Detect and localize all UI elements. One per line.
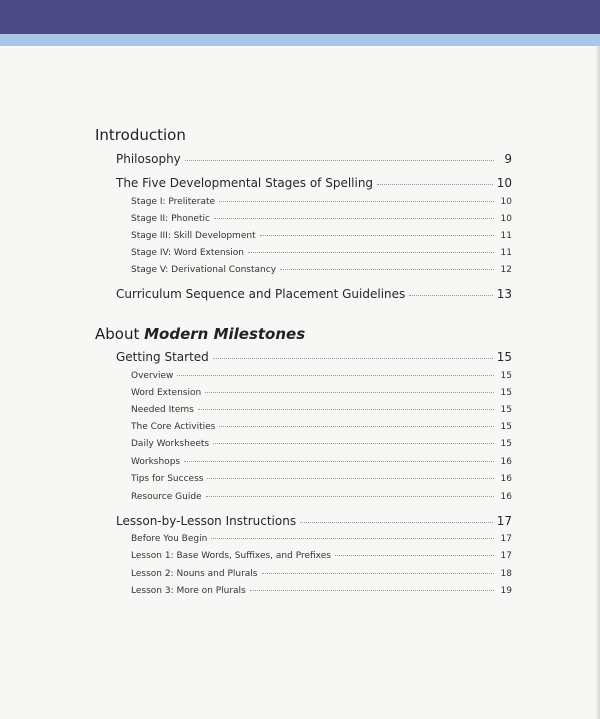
toc-page-number: 17 — [496, 514, 512, 528]
toc-entry-before-you-begin[interactable] — [131, 534, 512, 544]
toc-entry-label: Stage III: Skill Development — [131, 231, 256, 241]
section-title-prefix: About — [95, 325, 145, 343]
toc-entry-stage-3[interactable] — [131, 231, 512, 241]
toc-entry-label: Philosophy — [116, 152, 181, 166]
toc-entry-label: Workshops — [131, 457, 181, 467]
dot-leader — [206, 496, 494, 497]
dot-leader — [219, 426, 494, 427]
toc-entry-stage-2[interactable] — [131, 214, 512, 224]
dot-leader — [409, 295, 492, 296]
toc-entry-label: Tips for Success — [131, 474, 204, 484]
toc-page-number: 15 — [500, 422, 512, 432]
toc-page-number: 12 — [500, 265, 512, 275]
dot-leader — [211, 538, 494, 539]
toc-entry-stage-4[interactable] — [131, 248, 512, 258]
toc-page-number: 15 — [500, 439, 512, 449]
toc-entry-lesson-1[interactable] — [131, 551, 512, 561]
dot-leader — [248, 252, 494, 253]
toc-entry-label: Word Extension — [131, 388, 202, 398]
dot-leader — [205, 392, 494, 393]
toc-page-number: 11 — [500, 248, 512, 258]
dot-leader — [213, 358, 493, 359]
toc-page-number: 13 — [496, 287, 512, 301]
section-title-book-name: Modern Milestones — [144, 325, 306, 343]
dot-leader — [262, 573, 495, 574]
dot-leader — [260, 235, 494, 236]
toc-page-number: 15 — [500, 371, 512, 381]
toc-page-number: 10 — [500, 197, 512, 207]
toc-page-number: 15 — [500, 388, 512, 398]
dot-leader — [184, 461, 494, 462]
toc-entry-core-activities[interactable] — [131, 422, 512, 432]
toc-page-number: 19 — [500, 586, 512, 596]
toc-entry-stage-1[interactable] — [131, 197, 512, 207]
toc-page-number: 9 — [504, 152, 512, 166]
toc-entry-label: Getting Started — [116, 350, 209, 364]
toc-entry-five-stages[interactable] — [116, 176, 512, 190]
toc-entry-overview[interactable] — [131, 371, 512, 381]
toc-page-number: 15 — [500, 405, 512, 415]
toc-page-number: 16 — [500, 492, 512, 502]
toc-entry-needed-items[interactable] — [131, 405, 512, 415]
toc-entry-lesson-by-lesson[interactable] — [116, 514, 512, 528]
toc-page-number: 16 — [500, 457, 512, 467]
toc-entry-getting-started[interactable] — [116, 350, 512, 364]
toc-entry-stage-5[interactable] — [131, 265, 512, 275]
toc-entry-tips-for-success[interactable] — [131, 474, 512, 484]
toc-entry-lesson-3[interactable] — [131, 586, 512, 596]
toc-page-number: 10 — [496, 176, 512, 190]
toc-entry-label: Stage V: Derivational Constancy — [131, 265, 277, 275]
toc-page-number: 18 — [500, 569, 512, 579]
dot-leader — [280, 269, 494, 270]
toc-entry-label: Needed Items — [131, 405, 194, 415]
header-band-dark — [0, 0, 600, 34]
toc-entry-label: The Five Developmental Stages of Spelling — [116, 176, 374, 190]
toc-entry-label: Resource Guide — [131, 492, 202, 502]
toc-entry-label: Stage I: Preliterate — [131, 197, 216, 207]
toc-entry-label: Lesson 1: Base Words, Suffixes, and Prefixes — [131, 551, 331, 561]
dot-leader — [214, 218, 494, 219]
dot-leader — [198, 409, 494, 410]
toc-entry-label: Before You Begin — [131, 534, 208, 544]
dot-leader — [377, 184, 493, 185]
toc-entry-label: Overview — [131, 371, 174, 381]
section-title-introduction: Introduction — [95, 126, 186, 144]
dot-leader — [300, 522, 493, 523]
toc-entry-label: Lesson-by-Lesson Instructions — [116, 514, 297, 528]
toc-page-number: 11 — [500, 231, 512, 241]
dot-leader — [219, 201, 494, 202]
toc-entry-daily-worksheets[interactable] — [131, 439, 512, 449]
toc-page-number: 16 — [500, 474, 512, 484]
toc-page-number: 17 — [500, 551, 512, 561]
toc-entry-philosophy[interactable] — [116, 152, 512, 166]
toc-page-number: 17 — [500, 534, 512, 544]
dot-leader — [177, 375, 494, 376]
toc-entry-label: The Core Activities — [131, 422, 216, 432]
toc-entry-resource-guide[interactable] — [131, 492, 512, 502]
toc-entry-workshops[interactable] — [131, 457, 512, 467]
dot-leader — [250, 590, 494, 591]
dot-leader — [213, 443, 494, 444]
toc-entry-label: Stage II: Phonetic — [131, 214, 210, 224]
page-edge-shadow — [595, 46, 600, 719]
toc-page-number: 10 — [500, 214, 512, 224]
toc-entry-word-extension[interactable] — [131, 388, 512, 398]
toc-entry-label: Lesson 2: Nouns and Plurals — [131, 569, 258, 579]
section-title-about — [95, 325, 305, 343]
toc-entry-label: Lesson 3: More on Plurals — [131, 586, 246, 596]
toc-page-number: 15 — [496, 350, 512, 364]
toc-entry-label: Daily Worksheets — [131, 439, 210, 449]
dot-leader — [185, 160, 494, 161]
toc-entry-lesson-2[interactable] — [131, 569, 512, 579]
dot-leader — [207, 478, 494, 479]
header-band-light — [0, 34, 600, 46]
toc-entry-label: Stage IV: Word Extension — [131, 248, 245, 258]
toc-entry-label: Curriculum Sequence and Placement Guidelines — [116, 287, 406, 301]
toc-entry-curriculum[interactable] — [116, 287, 512, 301]
dot-leader — [335, 555, 494, 556]
